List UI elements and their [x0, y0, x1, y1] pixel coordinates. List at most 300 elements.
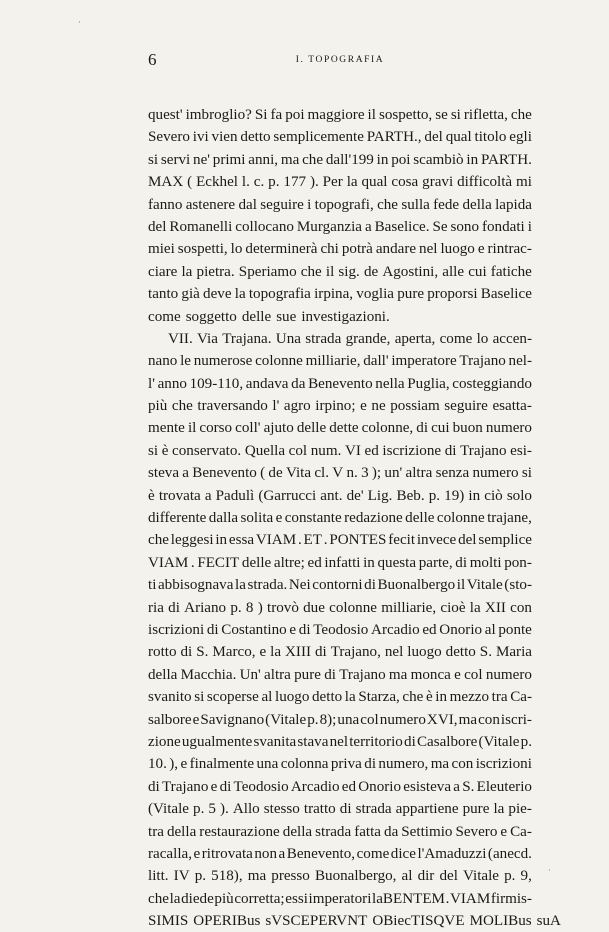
- word: senza: [435, 465, 470, 482]
- word: accen-: [492, 330, 532, 347]
- word: qual: [445, 129, 472, 146]
- word: num.: [310, 442, 342, 459]
- word: a: [364, 218, 372, 235]
- word: tra: [148, 823, 164, 840]
- word: litt.: [148, 868, 169, 885]
- word: numero: [379, 711, 426, 728]
- word: Agostini,: [382, 263, 439, 280]
- word: Trajano: [459, 353, 506, 370]
- text-line: [148, 619, 532, 641]
- word: stesso: [263, 801, 300, 818]
- word: che: [377, 196, 399, 213]
- word: trovata: [158, 487, 201, 504]
- word: semplicemente: [273, 129, 364, 146]
- word: scambiò: [413, 151, 464, 168]
- word: p.: [193, 801, 205, 818]
- word: luogo: [275, 689, 310, 706]
- word: fede: [433, 196, 460, 213]
- word: soggetto: [185, 308, 237, 325]
- word: di: [314, 644, 327, 661]
- word: rotto: [148, 644, 177, 661]
- word: PONTES: [329, 532, 387, 549]
- word: 9,: [520, 868, 532, 885]
- word: in: [435, 689, 448, 706]
- word: l.: [241, 174, 250, 191]
- word: MAX: [148, 174, 184, 191]
- word: andare: [375, 241, 417, 258]
- word: 5: [208, 801, 216, 818]
- word: che: [402, 689, 424, 706]
- word: la: [270, 644, 282, 661]
- word: FECIT: [197, 554, 240, 571]
- word: ne': [193, 151, 210, 168]
- word: deve: [203, 286, 232, 303]
- word: nel: [329, 733, 349, 750]
- word: di: [219, 778, 232, 795]
- word: del: [439, 868, 458, 885]
- word: IV: [173, 868, 190, 885]
- word: imperatori: [308, 890, 372, 907]
- word: il: [325, 263, 335, 280]
- word: corso: [199, 420, 233, 437]
- word: di: [168, 599, 180, 616]
- word: altre;: [273, 554, 305, 571]
- word: mi: [516, 174, 532, 191]
- word: Eckhel: [196, 174, 238, 191]
- word: mezzo: [449, 689, 490, 706]
- word: ),: [169, 756, 179, 773]
- word: p.: [504, 868, 516, 885]
- word: trajane,: [487, 510, 532, 527]
- word: agro: [283, 398, 311, 415]
- word: Onorio: [439, 621, 483, 638]
- word: p.: [268, 174, 280, 191]
- word: redazione: [344, 510, 403, 527]
- word: ugualmente: [181, 733, 253, 750]
- word: lapida: [495, 196, 532, 213]
- word: 177: [283, 174, 307, 191]
- word: leggesi: [170, 532, 214, 549]
- word: Ca-: [510, 689, 532, 706]
- word: seguire: [444, 398, 488, 415]
- word: il: [367, 107, 376, 123]
- word: pie-: [508, 801, 532, 818]
- word: costeggiando: [452, 375, 532, 392]
- word: corretta;: [234, 890, 285, 907]
- word: a: [278, 845, 286, 862]
- word: Casalbore: [416, 733, 478, 750]
- text-line: [148, 149, 532, 171]
- word: 3: [361, 465, 369, 482]
- word: determinerà: [245, 241, 318, 258]
- word: se: [435, 107, 448, 123]
- word: delle: [241, 554, 272, 571]
- word: detto: [445, 644, 476, 661]
- word: maggiore: [307, 107, 365, 123]
- word: (Vitale: [148, 801, 189, 818]
- word: tanto: [148, 286, 179, 303]
- text-line: [148, 574, 532, 596]
- word: salbore: [148, 711, 192, 728]
- word: ET: [303, 532, 322, 549]
- text-line: [148, 462, 532, 484]
- word: dalla: [208, 510, 239, 527]
- text-line: [148, 261, 532, 283]
- text-line: [148, 910, 561, 932]
- word: si: [450, 107, 461, 123]
- word: nel: [384, 644, 404, 661]
- word: p.: [194, 868, 207, 885]
- word: Trajano: [460, 442, 507, 459]
- text-line: [148, 171, 532, 193]
- word: egli: [509, 129, 532, 146]
- word: p.: [428, 487, 441, 504]
- word: topografi,: [314, 196, 374, 213]
- paper-speck: ·: [78, 18, 81, 28]
- word: e: [259, 644, 267, 661]
- word: e: [193, 845, 201, 862]
- word: VIAM: [148, 554, 189, 571]
- paper-speck: ·: [548, 866, 551, 876]
- word: a: [204, 487, 212, 504]
- word: Macchia.: [180, 666, 237, 683]
- word: vien: [211, 129, 238, 146]
- word: la: [235, 577, 246, 594]
- word: anno: [157, 375, 187, 392]
- word: );: [371, 465, 382, 482]
- text-line: [148, 798, 532, 820]
- word: ed: [364, 442, 379, 459]
- word: la: [469, 599, 481, 616]
- word: non: [254, 845, 278, 862]
- word: due: [303, 599, 325, 616]
- word: conservato.: [172, 442, 242, 459]
- word: come: [439, 330, 473, 347]
- word: mente: [148, 420, 185, 437]
- word: proporsi: [427, 286, 478, 303]
- word: col: [288, 442, 308, 459]
- word: Severo: [148, 129, 190, 146]
- word: come: [356, 845, 390, 862]
- word: ma: [430, 756, 450, 773]
- word: ed: [307, 554, 322, 571]
- word: (: [187, 174, 193, 191]
- word: altra: [264, 666, 291, 683]
- text-line: [148, 731, 532, 753]
- word: si: [148, 442, 159, 459]
- word: rintrac-: [487, 241, 532, 258]
- word: lo: [230, 241, 243, 258]
- word: (: [260, 465, 266, 482]
- word: è: [161, 442, 169, 459]
- word: delle: [405, 510, 435, 527]
- word: MOLIBus: [469, 913, 532, 930]
- word: questa: [377, 554, 417, 571]
- word: possiam: [390, 398, 440, 415]
- word: pietra.: [196, 263, 235, 280]
- word: un': [384, 465, 403, 482]
- word: e: [500, 823, 508, 840]
- word: S.: [196, 644, 209, 661]
- word: cui: [468, 263, 487, 280]
- word: potrà: [341, 241, 373, 258]
- word: Buonalbergo: [377, 577, 456, 594]
- word: VI: [344, 442, 361, 459]
- word: (Vitale: [478, 733, 520, 750]
- word: cioè: [440, 599, 466, 616]
- word: ): [257, 599, 263, 616]
- text-line: [148, 417, 532, 439]
- word: pon-: [504, 554, 532, 571]
- word: abbisognava: [157, 577, 234, 594]
- text-line: [148, 104, 532, 126]
- word: e: [360, 398, 367, 415]
- word: n.: [346, 465, 358, 482]
- word: in: [363, 554, 375, 571]
- word: tratto: [303, 801, 336, 818]
- word: si: [521, 465, 532, 482]
- word: numero,: [378, 756, 429, 773]
- word: si: [148, 151, 159, 168]
- word: dette: [329, 420, 359, 437]
- word: irpino;: [315, 398, 356, 415]
- word: SIMIS: [148, 913, 189, 930]
- text-line: [148, 283, 532, 305]
- text-line: [148, 216, 532, 238]
- word: la: [234, 286, 246, 303]
- word: i: [307, 196, 312, 213]
- text-line: [148, 664, 532, 686]
- word: monca: [410, 666, 451, 683]
- word: l': [272, 398, 280, 415]
- word: XII: [484, 599, 506, 616]
- word: è: [425, 689, 433, 706]
- word: irpina,: [314, 286, 354, 303]
- word: restaurazione: [199, 823, 280, 840]
- word: Trajano,: [330, 644, 381, 661]
- word: fatiche: [490, 263, 532, 280]
- word: (Vitale: [265, 711, 307, 728]
- word: cl.: [314, 465, 329, 482]
- word: una: [256, 756, 279, 773]
- word: solo: [506, 487, 532, 504]
- word: (sto-: [504, 577, 532, 594]
- word: V: [332, 465, 344, 482]
- word: zione: [148, 733, 181, 750]
- word: esisteva: [403, 778, 452, 795]
- word: fatta: [354, 823, 381, 840]
- word: del: [424, 129, 443, 146]
- word: priva: [330, 756, 362, 773]
- text-line: [148, 753, 532, 775]
- word: VIAM: [450, 890, 491, 907]
- word: Vita: [285, 465, 312, 482]
- word: a: [453, 778, 460, 795]
- word: buon: [452, 420, 483, 437]
- word: luogo: [407, 644, 442, 661]
- word: delle: [241, 308, 272, 325]
- word: Trajano: [339, 666, 386, 683]
- word: e: [275, 510, 283, 527]
- word: de: [363, 263, 379, 280]
- word: XIII: [285, 644, 312, 661]
- word: il: [456, 577, 466, 594]
- word: con: [451, 756, 474, 773]
- word: l': [148, 375, 155, 392]
- word: della: [462, 196, 492, 213]
- word: sono: [450, 218, 480, 235]
- word: ponte: [498, 621, 532, 638]
- word: tra: [491, 689, 508, 706]
- word: infatti: [324, 554, 361, 571]
- word: iscrizioni: [475, 756, 532, 773]
- word: 8);: [319, 711, 337, 728]
- word: più: [214, 890, 234, 907]
- text-line: [148, 373, 532, 395]
- word: Allo: [232, 801, 260, 818]
- word: iscrizione: [382, 442, 442, 459]
- text-line: [148, 395, 532, 417]
- word: di: [339, 801, 352, 818]
- word: contorni: [312, 577, 363, 594]
- word: sospetti,: [177, 241, 228, 258]
- word: cui: [431, 420, 450, 437]
- word: diede: [181, 890, 214, 907]
- word: Settimio: [401, 823, 453, 840]
- word: collocano: [235, 218, 294, 235]
- word: della: [166, 823, 197, 840]
- word: in: [466, 151, 479, 168]
- word: dall': [363, 353, 389, 370]
- word: detto: [312, 689, 343, 706]
- word: Si: [254, 107, 268, 123]
- text-line: [148, 529, 532, 551]
- word: .: [323, 532, 328, 549]
- word: Lig.: [367, 487, 393, 504]
- word: pure: [462, 801, 490, 818]
- word: della: [148, 666, 178, 683]
- word: 10.: [148, 756, 167, 773]
- word: Un': [239, 666, 261, 683]
- word: colonne: [329, 599, 377, 616]
- word: iscrizioni: [148, 621, 205, 638]
- word: che: [171, 398, 193, 415]
- word: ti: [148, 577, 157, 594]
- word: ciò: [484, 487, 503, 504]
- word: grande,: [345, 330, 391, 347]
- text-line: [148, 552, 532, 574]
- word: Arcadio: [290, 778, 340, 795]
- word: di: [416, 420, 429, 437]
- text-line: [148, 709, 532, 731]
- word: Onorio: [358, 778, 402, 795]
- word: astenere: [185, 196, 236, 213]
- word: 19): [444, 487, 465, 504]
- word: qual: [361, 174, 388, 191]
- word: numero: [472, 465, 519, 482]
- word: Teodosio: [313, 621, 369, 638]
- text-line: [148, 776, 532, 798]
- word: una: [337, 711, 360, 728]
- word: XVI,: [426, 711, 458, 728]
- word: scoperse: [206, 689, 259, 706]
- word: le: [180, 353, 191, 370]
- word: colonne: [436, 510, 485, 527]
- word: a: [182, 465, 189, 482]
- word: ).: [220, 801, 229, 818]
- word: ritrovata: [201, 845, 253, 862]
- word: di: [455, 554, 468, 571]
- word: Benevento,: [286, 845, 356, 862]
- text-line: [148, 686, 532, 708]
- word: essi: [285, 890, 308, 907]
- word: presso: [271, 868, 310, 885]
- word: titolo: [474, 129, 507, 146]
- word: 518),: [211, 868, 243, 885]
- word: PARTH.: [480, 151, 532, 168]
- text-line: [148, 238, 532, 260]
- word: sVSCEPERVNT: [265, 913, 368, 930]
- word: milliarie,: [305, 353, 361, 370]
- word: di: [148, 778, 160, 795]
- text-line: [148, 194, 532, 216]
- word: sospetto,: [378, 107, 433, 123]
- word: la: [181, 263, 193, 280]
- word: milliarie,: [381, 599, 437, 616]
- word: OBiecTISQVE: [372, 913, 465, 930]
- word: svanita: [253, 733, 297, 750]
- word: PARTH.,: [366, 129, 422, 146]
- word: strada: [315, 823, 352, 840]
- word: nel: [419, 241, 438, 258]
- word: in: [376, 151, 389, 168]
- word: i: [527, 218, 532, 235]
- word: Trajana.: [222, 330, 272, 347]
- word: de: [268, 465, 283, 482]
- page-number: 6: [148, 50, 157, 69]
- word: della: [282, 823, 313, 840]
- word: fondati: [481, 218, 525, 235]
- word: e: [180, 756, 188, 773]
- word: Teodosio: [233, 778, 289, 795]
- word: Marco,: [212, 644, 256, 661]
- word: gravi: [422, 174, 454, 191]
- word: Benevento: [192, 465, 257, 482]
- word: sig.: [338, 263, 360, 280]
- word: e: [210, 778, 218, 795]
- word: di: [206, 621, 219, 638]
- word: si: [194, 689, 205, 706]
- word: Via: [197, 330, 218, 347]
- text-line: [148, 641, 532, 663]
- word: Ca-: [510, 823, 532, 840]
- word: che: [510, 107, 532, 123]
- word: col: [360, 711, 379, 728]
- word: più: [148, 398, 168, 415]
- word: Padulì: [215, 487, 255, 504]
- word: .: [190, 554, 195, 571]
- word: già: [181, 286, 200, 303]
- word: numero: [485, 420, 532, 437]
- text-line: [148, 440, 532, 462]
- word: iscri-: [500, 711, 532, 728]
- word: Una: [275, 330, 301, 347]
- word: di: [324, 666, 336, 683]
- word: sue: [276, 308, 297, 325]
- word: che: [148, 532, 169, 549]
- word: Starza,: [358, 689, 400, 706]
- word: la: [493, 801, 505, 818]
